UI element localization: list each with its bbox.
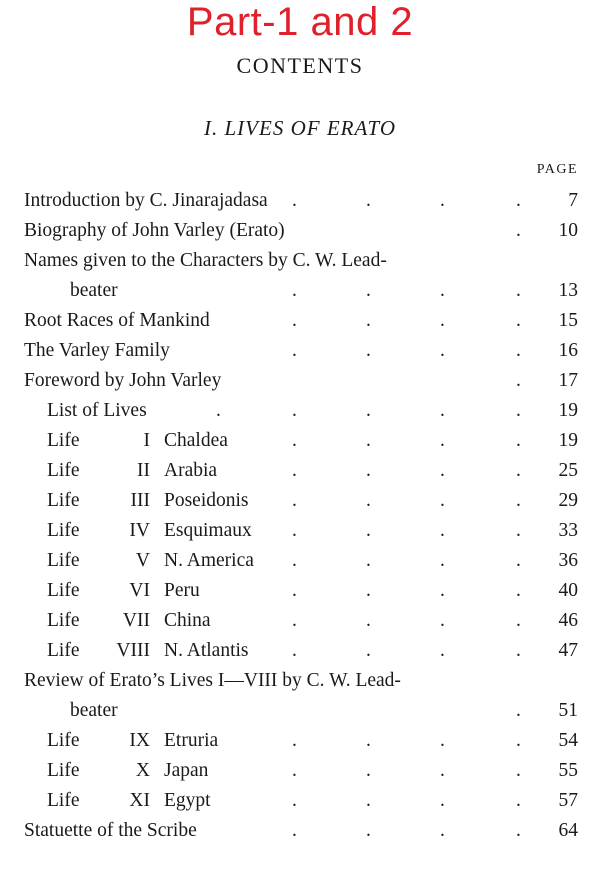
leader-dot: . <box>292 280 297 301</box>
leader-dot: . <box>366 580 371 601</box>
leader-dot: . <box>516 430 521 451</box>
entry-title: Names given to the Characters by C. W. Lead- <box>24 250 387 271</box>
leader-dot: . <box>292 490 297 511</box>
table-of-contents <box>0 186 600 846</box>
leader-dot: . <box>366 760 371 781</box>
life-label: Life <box>47 490 80 511</box>
leader-dot: . <box>366 820 371 841</box>
toc-entry-first-line <box>0 666 600 696</box>
part-heading: I. LIVES OF ERATO <box>204 116 396 140</box>
life-place: Esquimaux <box>164 520 252 541</box>
life-place: Chaldea <box>164 430 228 451</box>
page-number: 29 <box>558 490 578 511</box>
leader-dot: . <box>366 400 371 421</box>
leader-dots <box>0 636 600 666</box>
life-place: N. Atlantis <box>164 640 249 661</box>
leader-dot: . <box>292 820 297 841</box>
leader-dot: . <box>440 460 445 481</box>
page-number: 19 <box>558 430 578 451</box>
leader-dot: . <box>516 400 521 421</box>
leader-dot: . <box>516 520 521 541</box>
part-banner: Part-1 and 2 <box>186 0 414 44</box>
leader-dots <box>0 756 600 786</box>
life-place: Poseidonis <box>164 490 249 511</box>
leader-dots <box>0 576 600 606</box>
leader-dot: . <box>516 340 521 361</box>
contents-heading: CONTENTS <box>236 53 364 78</box>
toc-entry-first-line <box>0 246 600 276</box>
life-place: Arabia <box>164 460 218 481</box>
life-roman-numeral: XI <box>129 790 150 811</box>
life-place: Peru <box>164 580 200 601</box>
page-number: 25 <box>558 460 578 481</box>
leader-dot: . <box>366 340 371 361</box>
page-number: 46 <box>558 610 578 631</box>
life-label: Life <box>47 760 80 781</box>
leader-dot: . <box>366 280 371 301</box>
leader-dot: . <box>292 400 297 421</box>
leader-dots <box>0 546 600 576</box>
life-entry <box>0 576 600 606</box>
page-number: 64 <box>558 820 578 841</box>
life-entry <box>0 636 600 666</box>
leader-dot: . <box>292 580 297 601</box>
life-roman-numeral: II <box>137 460 150 481</box>
leader-dot: . <box>516 730 521 751</box>
leader-dot: . <box>292 190 297 211</box>
entry-title: Biography of John Varley (Erato) <box>24 220 285 241</box>
leader-dot: . <box>440 790 445 811</box>
life-label: Life <box>47 790 80 811</box>
leader-dots <box>0 486 600 516</box>
leader-dot: . <box>366 430 371 451</box>
life-place: Egypt <box>164 790 211 811</box>
life-entry <box>0 606 600 636</box>
leader-dot: . <box>292 340 297 361</box>
leader-dot: . <box>516 280 521 301</box>
leader-dot: . <box>440 610 445 631</box>
leader-dot: . <box>440 430 445 451</box>
toc-entry-continuation <box>0 696 600 726</box>
leader-dot: . <box>366 490 371 511</box>
page-number: 47 <box>558 640 578 661</box>
life-entry <box>0 456 600 486</box>
toc-entry <box>0 216 600 246</box>
life-roman-numeral: I <box>143 430 150 451</box>
leader-dot: . <box>516 820 521 841</box>
leader-dot: . <box>516 790 521 811</box>
leader-dot: . <box>440 580 445 601</box>
leader-dot: . <box>216 400 221 421</box>
life-roman-numeral: VII <box>122 610 150 631</box>
page-number: 15 <box>558 310 578 331</box>
toc-entry-continuation <box>0 276 600 306</box>
life-label: Life <box>47 640 80 661</box>
entry-title-continuation: beater <box>70 280 118 301</box>
toc-entry <box>0 366 600 396</box>
entry-title: The Varley Family <box>24 340 170 361</box>
life-entry <box>0 726 600 756</box>
life-place: Japan <box>164 760 209 781</box>
leader-dot: . <box>516 220 521 241</box>
page-number: 7 <box>568 190 578 211</box>
leader-dot: . <box>366 310 371 331</box>
leader-dot: . <box>366 730 371 751</box>
life-entry <box>0 426 600 456</box>
leader-dot: . <box>516 700 521 721</box>
leader-dot: . <box>366 190 371 211</box>
life-label: Life <box>47 730 80 751</box>
leader-dot: . <box>292 760 297 781</box>
leader-dot: . <box>440 490 445 511</box>
page-number: 51 <box>558 700 578 721</box>
page-column-label: PAGE <box>536 162 578 177</box>
page-number: 33 <box>558 520 578 541</box>
life-entry <box>0 756 600 786</box>
life-roman-numeral: V <box>135 550 150 571</box>
page-number: 16 <box>558 340 578 361</box>
toc-entry <box>0 816 600 846</box>
leader-dot: . <box>292 730 297 751</box>
leader-dot: . <box>292 640 297 661</box>
leader-dots <box>0 726 600 756</box>
toc-entry <box>0 396 600 426</box>
leader-dots <box>0 456 600 486</box>
life-label: Life <box>47 550 80 571</box>
life-roman-numeral: IX <box>129 730 150 751</box>
leader-dots <box>0 426 600 456</box>
leader-dot: . <box>440 640 445 661</box>
entry-title: Introduction by C. Jinarajadasa <box>24 190 268 211</box>
leader-dot: . <box>440 730 445 751</box>
leader-dot: . <box>440 190 445 211</box>
life-label: Life <box>47 460 80 481</box>
page-number: 17 <box>558 370 578 391</box>
life-entry <box>0 546 600 576</box>
leader-dot: . <box>516 610 521 631</box>
entry-title: Root Races of Mankind <box>24 310 210 331</box>
leader-dot: . <box>440 550 445 571</box>
leader-dot: . <box>516 310 521 331</box>
leader-dot: . <box>440 760 445 781</box>
leader-dot: . <box>292 310 297 331</box>
life-place: Etruria <box>164 730 219 751</box>
leader-dot: . <box>292 520 297 541</box>
page-number: 55 <box>558 760 578 781</box>
leader-dots <box>0 216 600 246</box>
life-place: N. America <box>164 550 254 571</box>
leader-dot: . <box>292 460 297 481</box>
leader-dot: . <box>516 490 521 511</box>
leader-dot: . <box>292 430 297 451</box>
life-roman-numeral: III <box>130 490 150 511</box>
page-number: 54 <box>558 730 578 751</box>
life-label: Life <box>47 430 80 451</box>
leader-dot: . <box>440 310 445 331</box>
entry-title: List of Lives <box>47 400 147 421</box>
leader-dots <box>0 366 600 396</box>
page-number: 57 <box>558 790 578 811</box>
leader-dot: . <box>516 460 521 481</box>
leader-dot: . <box>366 790 371 811</box>
life-label: Life <box>47 520 80 541</box>
toc-entry <box>0 306 600 336</box>
page-number: 10 <box>558 220 578 241</box>
toc-entry <box>0 186 600 216</box>
entry-title-continuation: beater <box>70 700 118 721</box>
page-number: 13 <box>558 280 578 301</box>
page-number: 36 <box>558 550 578 571</box>
toc-entry <box>0 336 600 366</box>
leader-dots <box>0 816 600 846</box>
entry-title: Review of Erato’s Lives I—VIII by C. W. Lead- <box>24 670 401 691</box>
leader-dot: . <box>516 370 521 391</box>
leader-dot: . <box>516 550 521 571</box>
leader-dots <box>0 696 600 726</box>
page-number: 19 <box>558 400 578 421</box>
life-roman-numeral: VIII <box>116 640 150 661</box>
life-roman-numeral: VI <box>129 580 150 601</box>
leader-dots <box>0 786 600 816</box>
life-place: China <box>164 610 211 631</box>
leader-dot: . <box>516 580 521 601</box>
leader-dot: . <box>440 280 445 301</box>
leader-dots <box>0 276 600 306</box>
life-entry <box>0 486 600 516</box>
leader-dots <box>0 606 600 636</box>
leader-dot: . <box>366 640 371 661</box>
leader-dot: . <box>292 550 297 571</box>
leader-dot: . <box>366 610 371 631</box>
leader-dot: . <box>292 790 297 811</box>
life-roman-numeral: IV <box>129 520 150 541</box>
leader-dot: . <box>292 610 297 631</box>
leader-dot: . <box>366 460 371 481</box>
life-label: Life <box>47 580 80 601</box>
leader-dot: . <box>516 190 521 211</box>
life-entry <box>0 516 600 546</box>
leader-dots <box>0 306 600 336</box>
page-number: 40 <box>558 580 578 601</box>
entry-title: Statuette of the Scribe <box>24 820 197 841</box>
leader-dot: . <box>366 520 371 541</box>
leader-dots <box>0 396 600 426</box>
entry-title: Foreword by John Varley <box>24 370 222 391</box>
life-label: Life <box>47 610 80 631</box>
leader-dot: . <box>440 340 445 361</box>
leader-dots <box>0 186 600 216</box>
life-entry <box>0 786 600 816</box>
life-roman-numeral: X <box>135 760 150 781</box>
leader-dots <box>0 516 600 546</box>
leader-dot: . <box>440 820 445 841</box>
leader-dots <box>0 336 600 366</box>
leader-dot: . <box>516 760 521 781</box>
leader-dot: . <box>516 640 521 661</box>
leader-dot: . <box>440 520 445 541</box>
leader-dot: . <box>440 400 445 421</box>
leader-dot: . <box>366 550 371 571</box>
